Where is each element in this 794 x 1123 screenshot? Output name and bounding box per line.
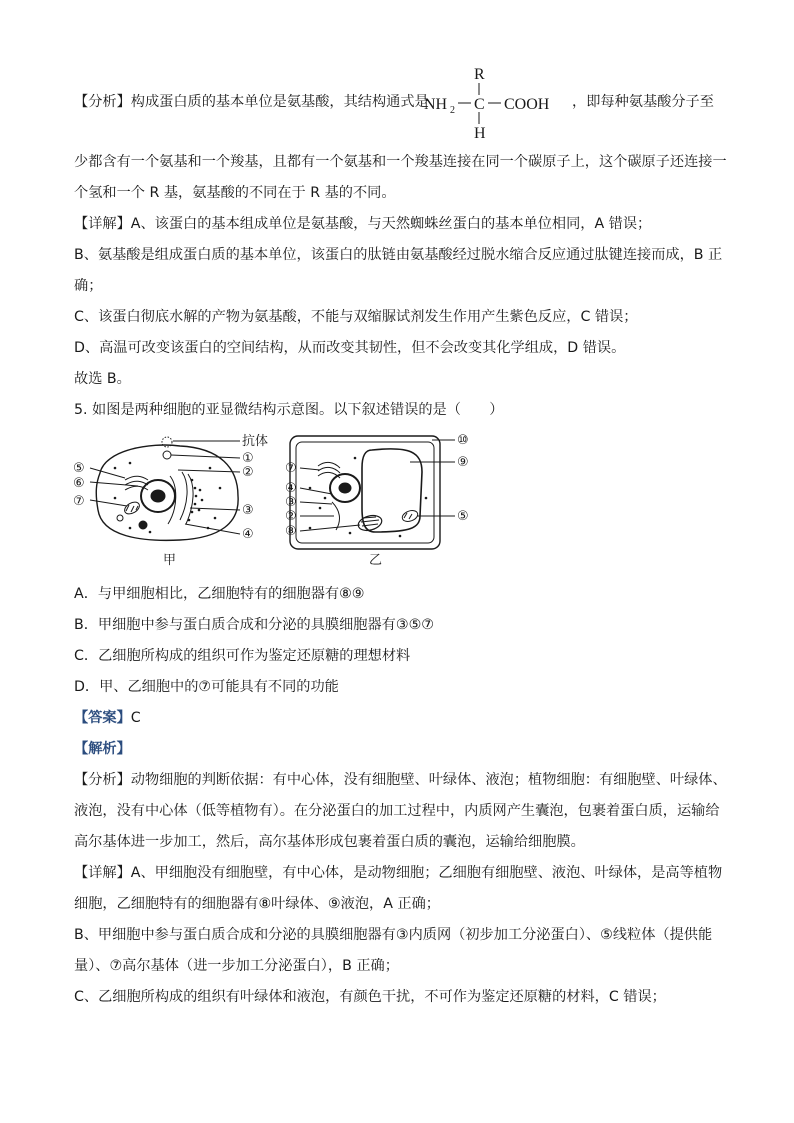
label-yi-2: ② <box>285 509 297 524</box>
label-yi-4: ④ <box>285 481 297 496</box>
label-jia-2: ② <box>242 465 254 480</box>
analysis2-line-3: 高尔基体进一步加工，然后，高尔基体形成包裹着蛋白质的囊泡，运输给细胞膜。 <box>74 834 585 850</box>
detail-c: C、该蛋白彻底水解的产物为氨基酸，不能与双缩脲试剂发生作用产生紫色反应，C 错误； <box>74 309 638 325</box>
detail-d: D、高温可改变该蛋白的空间结构，从而改变其韧性，但不会改变其化学组成，D 错误。 <box>74 340 626 356</box>
question-5-stem: 5. 如图是两种细胞的亚显微结构示意图。以下叙述错误的是（ ） <box>74 402 504 418</box>
label-antibody: 抗体 <box>242 434 269 449</box>
label-jia-7: ⑦ <box>73 494 85 509</box>
analysis2-line-2: 液泡，没有中心体（低等植物有）。在分泌蛋白的加工过程中，内质网产生囊泡，包裹着蛋白质，运输给 <box>74 803 720 819</box>
label-jia-6: ⑥ <box>73 476 85 491</box>
label-yi-9: ⑨ <box>457 455 469 470</box>
option-c: C．乙细胞所构成的组织可作为鉴定还原糖的理想材料 <box>74 648 411 664</box>
label-jia-3: ③ <box>242 503 254 518</box>
formula-subscript: 2 <box>450 105 455 116</box>
formula-cooh: COOH <box>504 96 550 113</box>
detail2-b-2: 量）、⑦高尔基体（进一步加工分泌蛋白），B 正确； <box>74 958 399 974</box>
detail-b-2: 确； <box>74 278 103 294</box>
label-yi-10: ⑩ <box>457 433 469 448</box>
final-choice: 故选 B。 <box>74 371 131 387</box>
animal-cell-jia <box>96 437 238 540</box>
formula-h: H <box>474 125 486 140</box>
analysis-line-1-prefix: 【分析】构成蛋白质的基本单位是氨基酸，其结构通式是 <box>74 94 429 110</box>
option-d: D．甲、乙细胞中的⑦可能具有不同的功能 <box>74 679 339 695</box>
analysis-line-3: 个氢和一个 R 基，氨基酸的不同在于 R 基的不同。 <box>74 185 396 201</box>
cell-structure-figure <box>70 428 490 578</box>
plant-cell-yi <box>290 436 440 549</box>
detail2-c: C、乙细胞所构成的组织有叶绿体和液泡，有颜色干扰，不可作为鉴定还原糖的材料，C 错误； <box>74 989 666 1005</box>
detail2-a-1: 【详解】A、甲细胞没有细胞壁，有中心体，是动物细胞；乙细胞有细胞壁、液泡、叶绿体，是高等植物 <box>74 865 723 881</box>
option-a: A．与甲细胞相比，乙细胞特有的细胞器有⑧⑨ <box>74 586 365 602</box>
formula-nh2: NH <box>424 96 448 113</box>
detail-b-1: B、氨基酸是组成蛋白质的基本单位，该蛋白的肽链由氨基酸经过脱水缩合反应通过肽键连接而成，B 正 <box>74 247 723 263</box>
answer-value: C <box>130 710 141 726</box>
analysis-label: 【解析】 <box>74 741 131 757</box>
answer-line <box>74 708 141 728</box>
caption-yi: 乙 <box>369 553 383 568</box>
detail-a: 【详解】A、该蛋白的基本组成单位是氨基酸，与天然蜘蛛丝蛋白的基本单位相同，A 错误； <box>74 216 652 232</box>
label-jia-5: ⑤ <box>73 461 85 476</box>
label-yi-8: ⑧ <box>285 524 297 539</box>
detail2-b-1: B、甲细胞中参与蛋白质合成和分泌的具膜细胞器有③内质网（初步加工分泌蛋白）、⑤线粒体（提供能 <box>74 927 713 943</box>
caption-jia: 甲 <box>163 553 177 568</box>
label-yi-3: ③ <box>285 495 297 510</box>
detail2-a-2: 细胞，乙细胞特有的细胞器有⑧叶绿体、⑨液泡，A 正确； <box>74 896 440 912</box>
analysis-line-2: 少都含有一个氨基和一个羧基，且都有一个氨基和一个羧基连接在同一个碳原子上，这个碳原子还连接一 <box>74 154 727 170</box>
analysis2-line-1: 【分析】动物细胞的判断依据：有中心体，没有细胞壁、叶绿体、液泡；植物细胞：有细胞壁、叶绿体、 <box>74 772 727 788</box>
label-jia-4: ④ <box>242 527 254 542</box>
label-yi-5: ⑤ <box>457 509 469 524</box>
option-b: B．甲细胞中参与蛋白质合成和分泌的具膜细胞器有③⑤⑦ <box>74 617 435 633</box>
label-jia-1: ① <box>242 451 254 466</box>
amino-acid-structural-formula <box>0 0 794 140</box>
analysis-line-1-suffix: ，即每种氨基酸分子至 <box>572 94 714 110</box>
label-yi-7: ⑦ <box>285 461 297 476</box>
answer-label: 【答案】 <box>74 710 131 726</box>
formula-r: R <box>474 66 485 83</box>
formula-c: C <box>474 96 485 113</box>
